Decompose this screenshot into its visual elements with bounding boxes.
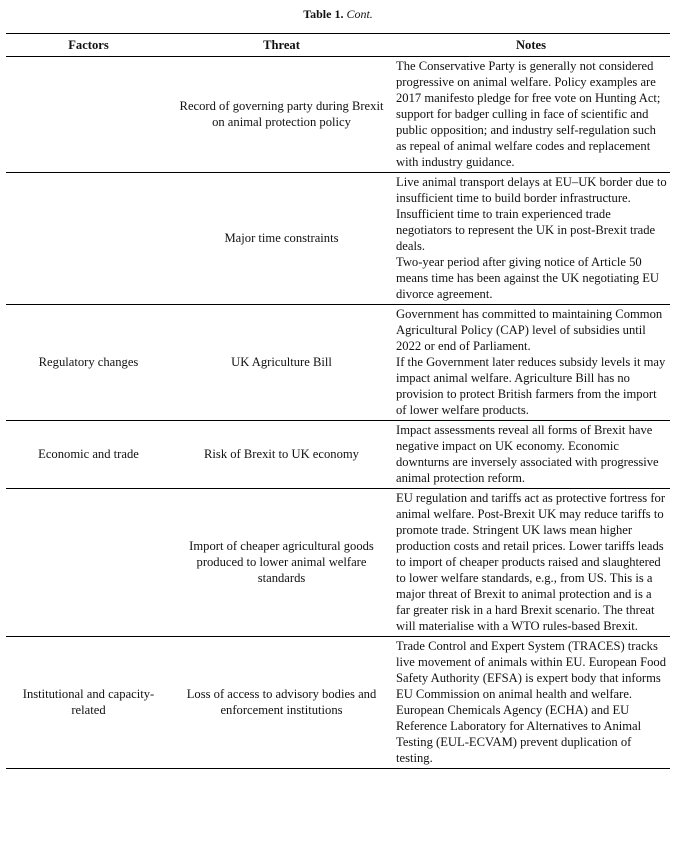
cell-notes bbox=[392, 173, 670, 305]
note-paragraph: Live animal transport delays at EU–UK border due to insufficient time to build border infrastructure. bbox=[396, 175, 667, 205]
header-factors: Factors bbox=[6, 34, 171, 57]
note-paragraph: The Conservative Party is generally not considered progressive on animal welfare. Policy examples are 2017 manifesto pledge for free vote on Hunting Act; support for badger culling in face of scientific and public opposition; and industry self-regulation such as repeal of animal welfare codes and replacement with industry guidance. bbox=[396, 59, 661, 169]
table-header-row bbox=[6, 34, 670, 57]
cell-threat: Record of governing party during Brexit on animal protection policy bbox=[171, 57, 392, 173]
cell-threat: Loss of access to advisory bodies and enforcement institutions bbox=[171, 637, 392, 769]
cell-factor bbox=[6, 173, 171, 305]
table-row bbox=[6, 637, 670, 769]
table-row bbox=[6, 173, 670, 305]
cell-notes bbox=[392, 421, 670, 489]
table-caption bbox=[0, 6, 676, 22]
note-paragraph: Insufficient time to train experienced trade negotiators to represent the UK in post-Brexit trade deals. bbox=[396, 207, 656, 253]
cell-notes bbox=[392, 57, 670, 173]
note-paragraph: If the Government later reduces subsidy levels it may impact animal welfare. Agriculture Bill has no provision to protect British farmers from the import of lower welfare products. bbox=[396, 355, 666, 417]
cell-factor bbox=[6, 57, 171, 173]
table-body bbox=[6, 57, 670, 769]
table-caption-continued: Cont. bbox=[346, 7, 373, 21]
note-paragraph: Government has committed to maintaining Common Agricultural Policy (CAP) level of subsidies until 2022 or end of Parliament. bbox=[396, 307, 663, 353]
threats-table bbox=[6, 33, 670, 769]
table-row bbox=[6, 57, 670, 173]
note-paragraph: EU regulation and tariffs act as protective fortress for animal welfare. Post-Brexit UK may reduce tariffs to promote trade. Stringent UK laws mean higher production costs and retail prices. Lower tariffs leads to import of cheaper products raised and slaughtered to lower welfare standards, e.g., from US. This is a major threat of Brexit to animal protection and is a far greater risk in a hard Brexit scenario. The threat will materialise with a WTO rules-based Brexit. bbox=[396, 491, 666, 633]
cell-notes bbox=[392, 489, 670, 637]
cell-factor: Economic and trade bbox=[6, 421, 171, 489]
cell-threat: Import of cheaper agricultural goods produced to lower animal welfare standards bbox=[171, 489, 392, 637]
table-row bbox=[6, 305, 670, 421]
cell-factor bbox=[6, 489, 171, 637]
cell-threat: UK Agriculture Bill bbox=[171, 305, 392, 421]
cell-factor: Institutional and capacity-related bbox=[6, 637, 171, 769]
cell-factor: Regulatory changes bbox=[6, 305, 171, 421]
cell-notes bbox=[392, 637, 670, 769]
table-caption-label: Table 1. bbox=[303, 7, 344, 21]
header-notes: Notes bbox=[392, 34, 670, 57]
table-row bbox=[6, 421, 670, 489]
note-paragraph: Impact assessments reveal all forms of Brexit have negative impact on UK economy. Economic downturns are inversely associated with progressive animal protection reform. bbox=[396, 423, 659, 485]
cell-threat: Major time constraints bbox=[171, 173, 392, 305]
table-row bbox=[6, 489, 670, 637]
note-paragraph: Two-year period after giving notice of Article 50 means time has been against the UK negotiating EU divorce agreement. bbox=[396, 255, 659, 301]
cell-threat: Risk of Brexit to UK economy bbox=[171, 421, 392, 489]
cell-notes bbox=[392, 305, 670, 421]
note-paragraph: Trade Control and Expert System (TRACES) tracks live movement of animals within EU. European Food Safety Authority (EFSA) is expert body that informs EU Commission on animal health and welfare. European Chemicals Agency (ECHA) and EU Reference Laboratory for Alternatives to Animal Testing (EUL-ECVAM) prevent duplication of testing. bbox=[396, 639, 667, 765]
header-threat: Threat bbox=[171, 34, 392, 57]
